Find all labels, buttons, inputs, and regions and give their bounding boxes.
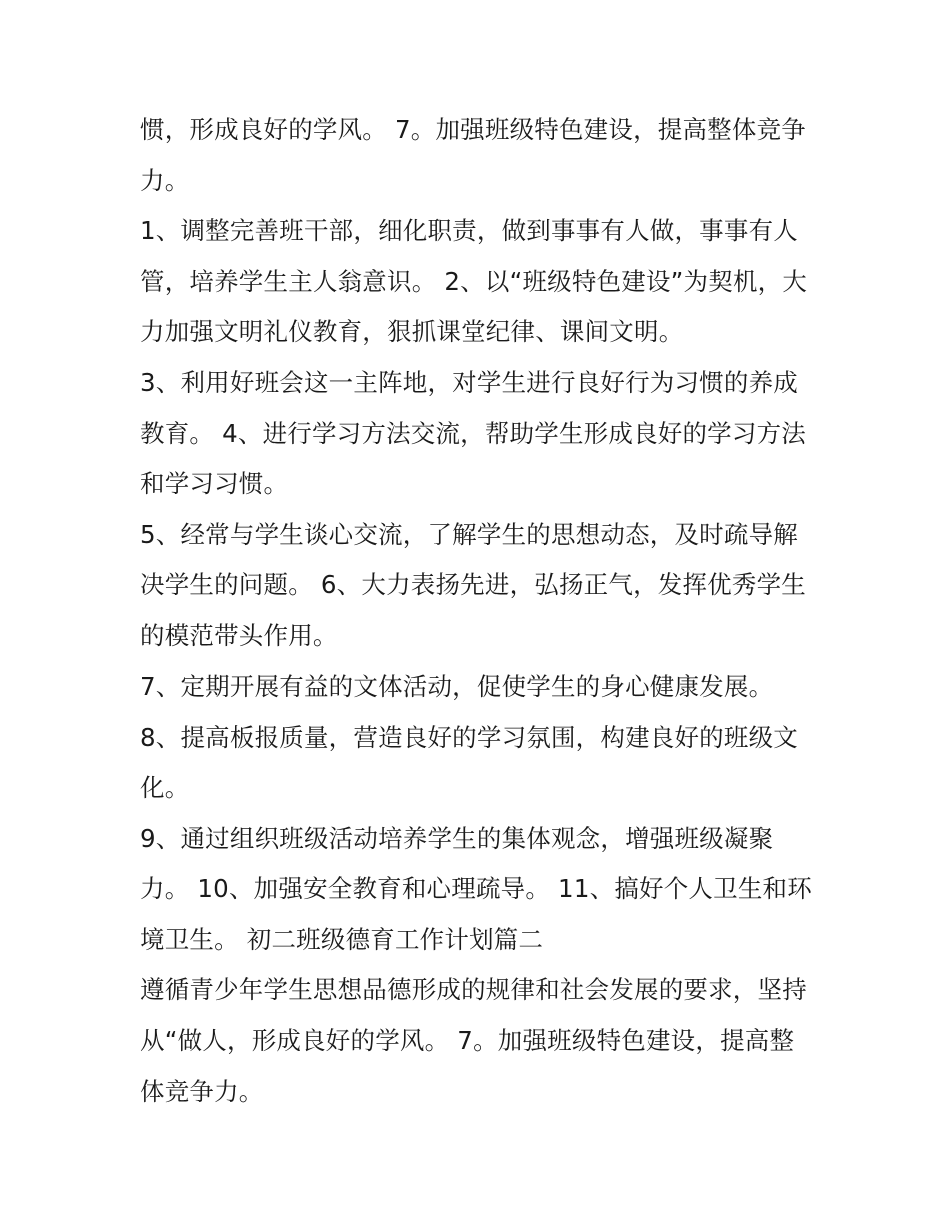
text-line: 9、通过组织班级活动培养学生的集体观念，增强班级凝聚 — [140, 824, 774, 853]
text-line: 体竞争力。 — [140, 1077, 264, 1106]
text-line: 管，培养学生主人翁意识。 2、以“班级特色建设”为契机，大 — [140, 267, 808, 296]
text-line: 力。 10、加强安全教育和心理疏导。 11、搞好个人卫生和环 — [140, 874, 812, 903]
text-line: 惯，形成良好的学风。 7。加强班级特色建设，提高整体竞争 — [140, 115, 806, 144]
text-line: 教育。 4、进行学习方法交流，帮助学生形成良好的学习方法 — [140, 419, 806, 448]
text-line: 8、提高板报质量，营造良好的学习氛围，构建良好的班级文 — [140, 723, 798, 752]
text-line: 化。 — [140, 773, 190, 802]
text-line: 3、利用好班会这一主阵地，对学生进行良好行为习惯的养成 — [140, 368, 798, 397]
text-line: 力加强文明礼仪教育，狠抓课堂纪律、课间文明。 — [140, 317, 684, 346]
text-line: 5、经常与学生谈心交流，了解学生的思想动态，及时疏导解 — [140, 520, 798, 549]
text-line: 的模范带头作用。 — [140, 621, 338, 650]
text-line: 遵循青少年学生思想品德形成的规律和社会发展的要求，坚持 — [140, 975, 807, 1004]
text-line: 和学习习惯。 — [140, 469, 289, 498]
text-line: 1、调整完善班干部，细化职责，做到事事有人做，事事有人 — [140, 216, 798, 245]
text-line: 决学生的问题。 6、大力表扬先进，弘扬正气，发挥优秀学生 — [140, 570, 806, 599]
text-line: 境卫生。 初二班级德育工作计划篇二 — [140, 925, 544, 954]
text-line: 从“做人，形成良好的学风。 7。加强班级特色建设，提高整 — [140, 1026, 795, 1055]
text-line: 力。 — [140, 166, 190, 195]
text-line: 7、定期开展有益的文体活动，促使学生的身心健康发展。 — [140, 672, 774, 701]
